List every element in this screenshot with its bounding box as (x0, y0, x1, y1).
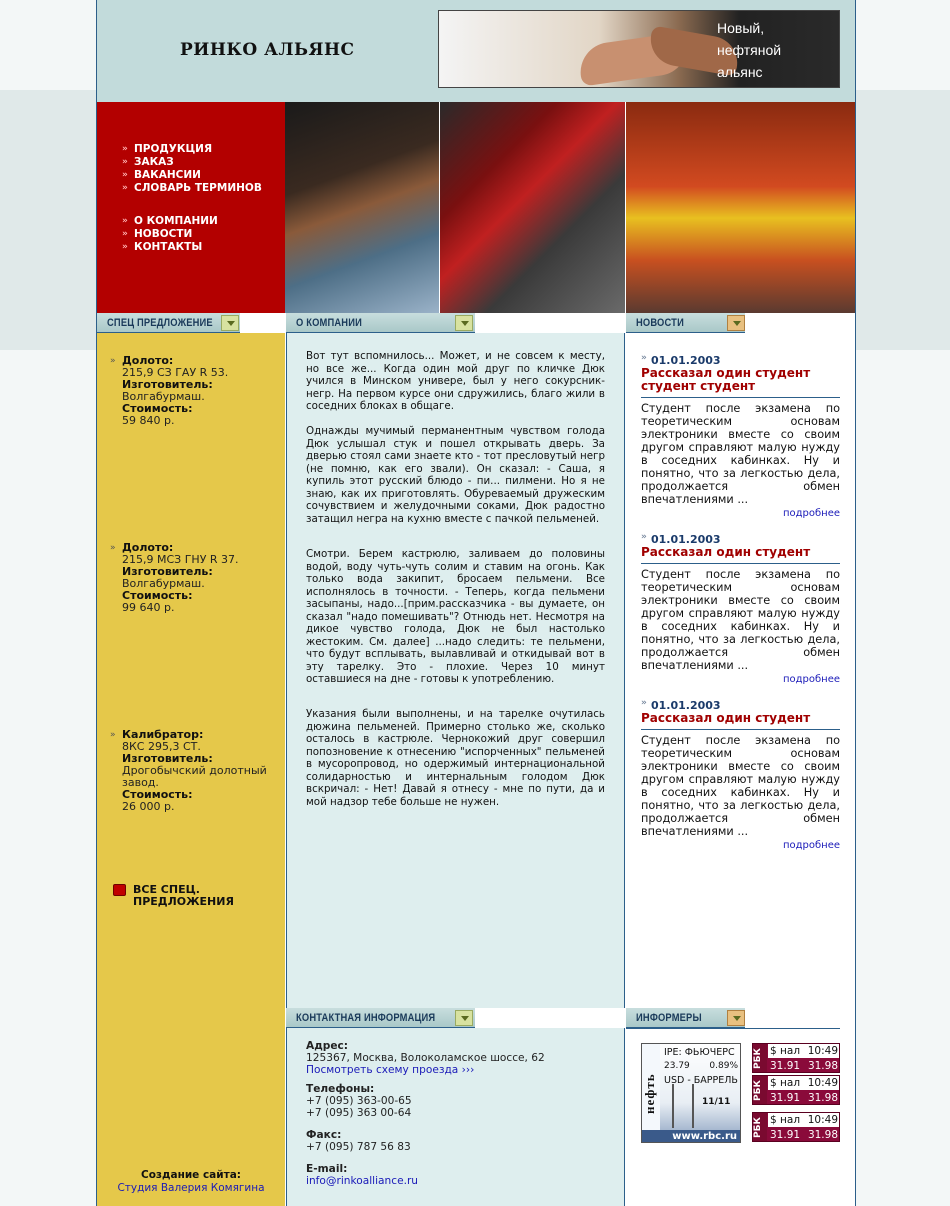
informer-title: IPE: ФЬЮЧЕРС (664, 1047, 735, 1058)
bullet-icon: » (110, 730, 116, 740)
divider (641, 729, 840, 730)
menu-item-glossary[interactable]: » СЛОВАРЬ ТЕРМИНОВ (122, 182, 262, 195)
offer-price-label: Стоимость: (122, 788, 193, 801)
informer-url: www.rbc.ru (642, 1130, 740, 1143)
news-item (641, 533, 840, 685)
news-header-row (626, 313, 855, 333)
rbk-time: 10:49 (807, 1114, 838, 1126)
site-credit (97, 1169, 285, 1195)
spacer (306, 1076, 606, 1083)
menu-item-about[interactable]: » О КОМПАНИИ (122, 215, 218, 228)
rbk-sell: 31.98 (807, 1129, 838, 1141)
offer-spec: 215,9 СЗ ГАУ R 53. (122, 366, 229, 379)
credit-link[interactable]: Студия Валерия Комягина (117, 1182, 265, 1194)
contact-info (306, 1040, 606, 1187)
rbk-brand: РБК (753, 1076, 767, 1105)
collapse-toggle-icon[interactable] (727, 1010, 745, 1026)
section-title-contacts: КОНТАКТНАЯ ИНФОРМАЦИЯ (296, 1012, 436, 1024)
photo-oil-workers (626, 102, 855, 313)
collapse-toggle-icon[interactable] (221, 315, 239, 331)
news-more-link[interactable]: подробнее (782, 840, 840, 851)
banner-line: нефтяной (717, 42, 782, 58)
offer-spec: 215,9 МСЗ ГНУ R 37. (122, 553, 239, 566)
offer-name-label: Долото: (122, 541, 174, 554)
menu-item-vacancies[interactable]: » ВАКАНСИИ (122, 169, 262, 182)
fax-value: +7 (095) 787 56 83 (306, 1141, 411, 1153)
banner-line: Новый, (717, 20, 765, 36)
news-body: Студент после экзамена по теоретическим основам электроники вместе со своим другом справляют малую нужду в соседних кабинках. Ну и понятно, что за легкостью дела, продолжается обмен впечатлениями ... (641, 734, 840, 838)
offer-maker: Волгабурмаш. (122, 390, 205, 403)
folder-icon[interactable] (113, 884, 126, 896)
menu-item-order[interactable]: » ЗАКАЗ (122, 156, 262, 169)
rbk-label: $ нал (770, 1114, 801, 1126)
offer-price: 59 840 р. (122, 414, 175, 427)
oil-rig-icon (672, 1084, 694, 1128)
main-menu-secondary (122, 215, 218, 254)
bullet-icon: » (110, 356, 116, 366)
rbk-rates (768, 1091, 840, 1105)
news-body: Студент после экзамена по теоретическим основам электроники вместе со своим другом справляют малую нужду в соседних кабинках. Ну и понятно, что за легкостью дела, продолжается обмен впечатлениями ... (641, 568, 840, 672)
background-industrial-right (855, 90, 950, 350)
map-link[interactable]: Посмотреть схему проезда ››› (306, 1064, 475, 1076)
phone-value: +7 (095) 363 00-64 (306, 1107, 412, 1119)
informer-vertical-label: нефть (642, 1044, 660, 1143)
news-body: Студент после экзамена по теоретическим основам электроники вместе со своим другом справляют малую нужду в соседних кабинках. Ну и понятно, что за легкостью дела, продолжается обмен впечатлениями ... (641, 402, 840, 506)
spacer (306, 1153, 606, 1163)
news-more-link[interactable]: подробнее (782, 674, 840, 685)
offer-card[interactable] (110, 354, 277, 427)
offer-maker-label: Изготовитель: (122, 565, 213, 578)
offer-price: 26 000 р. (122, 800, 175, 813)
collapse-toggle-icon[interactable] (727, 315, 745, 331)
special-tab (97, 313, 240, 333)
about-paragraph: Вот тут вспомнилось... Может, и не совсем к месту, но все же... Когда один мой друг по кличке Дюк учился в Минском универе, был у него сокурсник-негр. На первом курсе они сдружились, благо жили в соседних блоках в общаге. (306, 350, 605, 412)
address-value: 125367, Москва, Волоколамское шоссе, 62 (306, 1052, 545, 1064)
offer-name-label: Долото: (122, 354, 174, 367)
news-title[interactable]: Рассказал один студент (641, 711, 811, 725)
informers-header-row (626, 1008, 855, 1028)
offer-maker-label: Изготовитель: (122, 378, 213, 391)
about-paragraph: Однажды мучимый перманентным чувством голода Дюк услышал стук и пошел открывать дверь. За дверью стоял сами знаете кто - тот пресловутый негр (не помню, как его звали). Он сказал: - Саша, я купиль этот русский блюдо - пи... пилмени. Но я не знаю, как их приготовлять. Обуреваемый дружеским сочувствием и желудочными соками, Дюк радостно затащил негра на кухню вместе с пачкой пельменей. (306, 425, 605, 525)
photo-valves (440, 102, 625, 313)
informer-values (664, 1061, 738, 1071)
rbk-header (768, 1044, 840, 1058)
about-paragraph: Смотри. Берем кастрюлю, заливаем до половины водой, воду чуть-чуть солим и ставим на огонь. Как только вода закипит, бросаем пельмени. Все исполнялось в точности. - Теперь, когда пельмени засыпаны, надо...[прим.рассказчика - вы думаете, он сказал "надо помешивать"? Отнюдь нет. Несмотря на дикое чувство голода, Дюк не был настолько жестоким. См. далее] ...надо следить: те пельмени, что будут всплывать, вылавливай и откидывай вот в эту тарелку. Это - плохие. Через 10 минут оставшиеся на дне - готовы к употреблению. (306, 548, 605, 685)
bullet-icon: » (110, 543, 116, 553)
oil-price-informer[interactable] (641, 1043, 741, 1143)
menu-item-news[interactable]: » НОВОСТИ (122, 228, 218, 241)
rbk-brand: РБК (753, 1044, 767, 1073)
special-header-row (97, 313, 285, 333)
offer-maker: Волгабурмаш. (122, 577, 205, 590)
phone-value: +7 (095) 363-00-65 (306, 1095, 412, 1107)
site-logo[interactable]: РИНКО АЛЬЯНС (180, 40, 355, 60)
rbk-label: $ нал (770, 1045, 801, 1057)
news-more-link[interactable]: подробнее (782, 508, 840, 519)
credit-label: Создание сайта: (140, 1169, 241, 1181)
divider (641, 563, 840, 564)
informer-currency: USD - БАРРЕЛЬ (664, 1075, 738, 1086)
rbk-informer[interactable] (752, 1075, 840, 1105)
informers-tab (626, 1008, 745, 1028)
fax-label: Факс: (306, 1129, 342, 1141)
rbk-brand: РБК (753, 1113, 767, 1142)
email-label: E-mail: (306, 1163, 348, 1175)
offer-card[interactable] (110, 728, 277, 813)
rbk-time: 10:49 (807, 1077, 838, 1089)
collapse-toggle-icon[interactable] (455, 1010, 473, 1026)
section-title-special: СПЕЦ ПРЕДЛОЖЕНИЕ (107, 317, 213, 329)
section-title-informers: ИНФОРМЕРЫ (636, 1012, 702, 1024)
rbk-buy: 31.91 (770, 1129, 801, 1141)
offer-price-label: Стоимость: (122, 402, 193, 415)
news-item (641, 354, 840, 519)
offer-maker-label: Изготовитель: (122, 752, 213, 765)
rbk-rates (768, 1128, 840, 1142)
main-menu-panel (97, 102, 285, 313)
about-header-row (286, 313, 625, 333)
photo-worker-pipes (285, 102, 439, 313)
informer-date: 11/11 (702, 1097, 731, 1107)
rbk-sell: 31.98 (807, 1092, 838, 1104)
banner-slogan (717, 17, 829, 83)
contacts-tab (286, 1008, 475, 1028)
contacts-header-row (286, 1008, 625, 1028)
rbk-header (768, 1113, 840, 1127)
news-date: » 01.01.2003 (641, 354, 840, 367)
background-industrial-left (0, 90, 97, 350)
email-link[interactable]: info@rinkoalliance.ru (306, 1175, 419, 1187)
rbk-label: $ нал (770, 1077, 801, 1089)
offer-name-label: Калибратор: (122, 728, 204, 741)
banner-line: альянс (717, 64, 763, 80)
news-date: » 01.01.2003 (641, 533, 840, 546)
about-paragraph: Указания были выполнены, и на тарелке очутилась дюжина пельменей. Примерно столько же, сколько осталось в кастрюле. Чернокожий друг совершил попозновение к отнесению "испорченных" пельменей в мусоропровод, но одержимый интернациональной солидарностью и интернальным голодом Дюк вскричал: - Нет! Давай я отнесу - мне по пути, да и мой надзор тебе больше не нужен. (306, 708, 605, 808)
phones-label: Телефоны: (306, 1083, 375, 1095)
offer-card[interactable] (110, 541, 277, 614)
section-title-news: НОВОСТИ (636, 317, 684, 329)
header-banner (438, 10, 840, 88)
about-tab (286, 313, 475, 333)
offer-maker: Дрогобычский долотный завод. (122, 764, 267, 789)
news-item (641, 699, 840, 851)
section-title-about: О КОМПАНИИ (296, 317, 363, 329)
main-menu-primary (122, 143, 262, 195)
rbk-sell: 31.98 (807, 1060, 838, 1072)
offer-price: 99 640 р. (122, 601, 175, 614)
menu-item-products[interactable]: » ПРОДУКЦИЯ (122, 143, 262, 156)
offer-price-label: Стоимость: (122, 589, 193, 602)
rbk-header (768, 1076, 840, 1090)
offer-spec: 8КС 295,3 СТ. (122, 740, 201, 753)
rbk-buy: 31.91 (770, 1092, 801, 1104)
rbk-buy: 31.91 (770, 1060, 801, 1072)
news-title[interactable]: Рассказал один студент (641, 545, 811, 559)
rbk-informer[interactable] (752, 1043, 840, 1073)
news-date: » 01.01.2003 (641, 699, 840, 712)
menu-item-contacts[interactable]: » КОНТАКТЫ (122, 241, 218, 254)
informer-value: 23.79 (664, 1061, 690, 1071)
divider (641, 397, 840, 398)
collapse-toggle-icon[interactable] (455, 315, 473, 331)
all-offers-link[interactable]: ВСЕ СПЕЦ. ПРЕДЛОЖЕНИЯ (133, 883, 234, 908)
rbk-time: 10:49 (807, 1045, 838, 1057)
informer-change: 0.89% (709, 1061, 738, 1071)
rbk-informer[interactable] (752, 1112, 840, 1142)
address-label: Адрес: (306, 1040, 349, 1052)
rbk-rates (768, 1059, 840, 1073)
news-title[interactable]: Рассказал один студент студент студент (641, 366, 811, 393)
news-tab (626, 313, 745, 333)
spacer (306, 1119, 606, 1129)
divider (626, 1028, 840, 1029)
